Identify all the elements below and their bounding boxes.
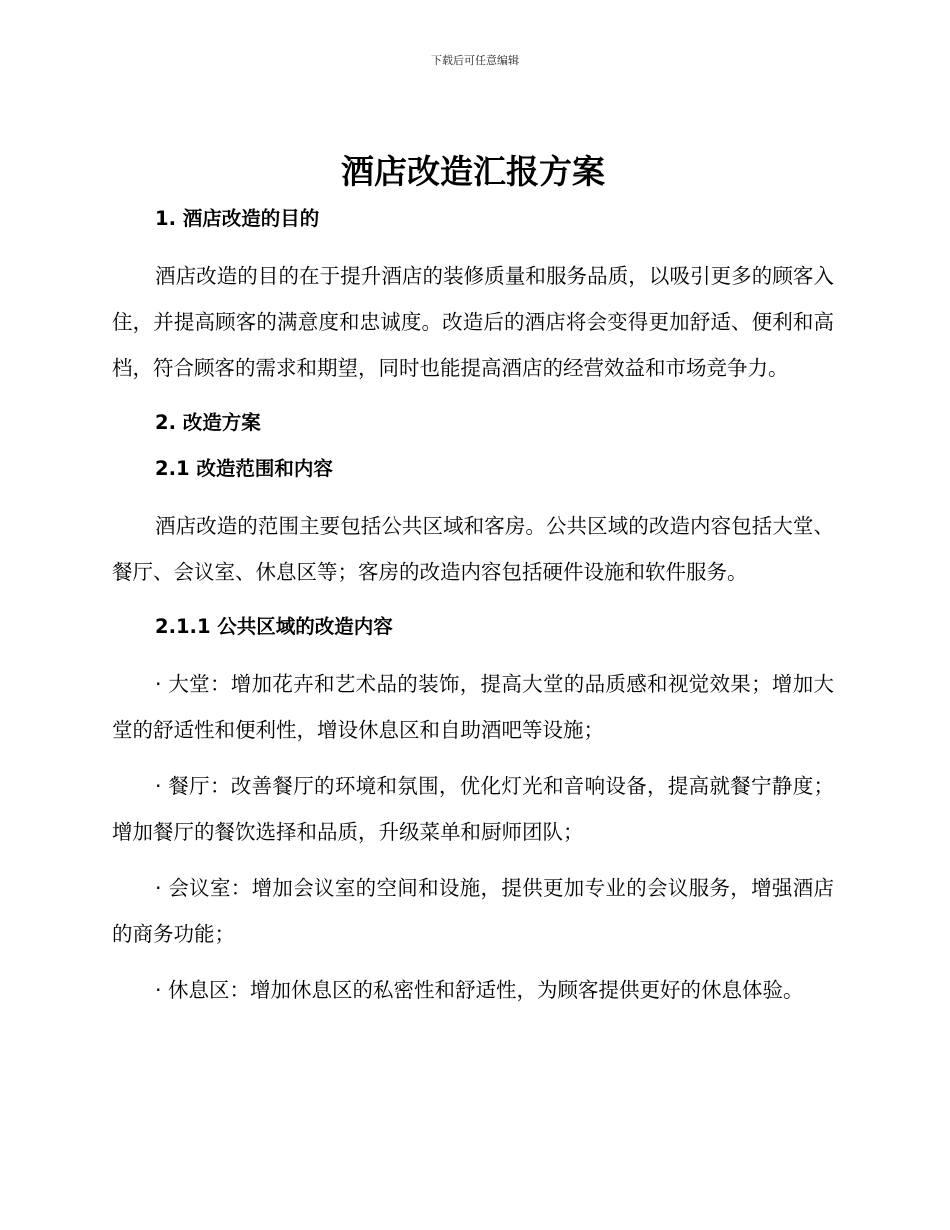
subsubsection-heading-public-areas: 2.1.1 公共区域的改造内容 — [155, 615, 393, 638]
bullet-lounge: · 休息区：增加休息区的私密性和舒适性，为顾客提供更好的休息体验。 — [155, 978, 804, 1002]
bullet-lobby: · 大堂：增加花卉和艺术品的装饰，提高大堂的品质感和视觉效果；增加大堂的舒适性和便利性，增设休息区和自助酒吧等设施； — [112, 672, 834, 742]
subsection-heading-scope: 2.1 改造范围和内容 — [155, 457, 333, 480]
bullet-restaurant: · 餐厅：改善餐厅的环境和氛围，优化灯光和音响设备，提高就餐宁静度；增加餐厅的餐饮选择和品质，升级菜单和厨师团队； — [112, 774, 834, 844]
bullet-meeting-room: · 会议室：增加会议室的空间和设施，提供更加专业的会议服务，增强酒店的商务功能； — [112, 876, 834, 946]
document-title: 酒店改造汇报方案 — [341, 152, 605, 191]
section-heading-purpose: 1. 酒店改造的目的 — [155, 207, 320, 230]
document-body — [112, 150, 834, 1013]
paragraph-scope: 酒店改造的范围主要包括公共区域和客房。公共区域的改造内容包括大堂、餐厅、会议室、休息区等；客房的改造内容包括硬件设施和软件服务。 — [112, 514, 834, 584]
paragraph-purpose: 酒店改造的目的在于提升酒店的装修质量和服务品质，以吸引更多的顾客入住，并提高顾客的满意度和忠诚度。改造后的酒店将会变得更加舒适、便利和高档，符合顾客的需求和期望，同时也能提高酒店的经营效益和市场竞争力。 — [112, 264, 834, 380]
section-heading-plan: 2. 改造方案 — [155, 411, 261, 434]
page-header-note: 下载后可任意编辑 — [431, 54, 519, 67]
